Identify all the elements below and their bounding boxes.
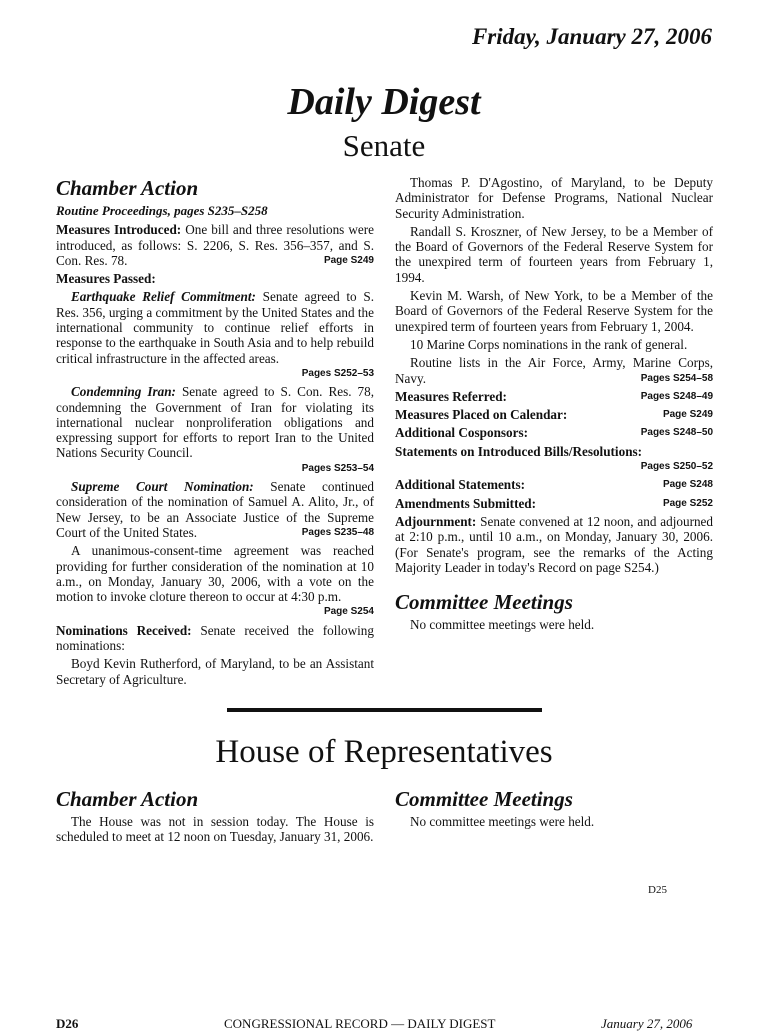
iran-text: Senate agreed to S. Con. Res. 78, condemning the Government of Iran for violating its international nuclear nonproliferation obligations and expressing support for efforts to report Iran to the United Nations Security Council. xyxy=(56,384,375,461)
earthquake-head: Earthquake Relief Commitment: xyxy=(71,289,256,305)
additional-statements-head: Additional Statements: xyxy=(395,477,526,493)
measures-referred-head: Measures Referred: xyxy=(395,388,507,404)
iran-page: Pages S253–54 xyxy=(301,462,374,474)
senate-committee-meetings-heading: Committee Meetings xyxy=(395,590,573,615)
nominations-text: Senate received the following nominations: xyxy=(56,622,374,654)
house-right-column xyxy=(395,786,713,832)
amendments-head: Amendments Submitted: xyxy=(395,495,537,511)
statements-entry xyxy=(395,444,713,475)
section-divider xyxy=(227,708,542,712)
iran-entry xyxy=(56,384,374,476)
consent-text: A unanimous-consent-time agreement was reached providing for further consideration of the nomination at 10 a.m., on Monday, January 30, 2006, with a vote on the motion to invoke cloture thereon to occur at 4:30 p.m. xyxy=(56,543,374,605)
house-committee-meetings-text: No committee meetings were held. xyxy=(410,814,595,829)
nominations-head: Nominations Received: xyxy=(56,622,192,638)
routine-lists-page: Pages S254–58 xyxy=(640,372,713,384)
routine-lists-text: Routine lists in the Air Force, Army, Marine Corps, Navy. xyxy=(395,355,713,386)
adjournment-text: Senate convened at 12 noon, and adjourned at 2:10 p.m., until 10 a.m., on Monday, January 30, 2006. (For Senate's program, see the remarks of the Acting Majority Leader in today's Record on page S254.) xyxy=(395,513,714,575)
house-left-column xyxy=(56,786,374,848)
senate-chamber-action-heading: Chamber Action xyxy=(56,176,199,200)
iran-head: Condemning Iran: xyxy=(71,384,176,400)
nominee-kroszner: Randall S. Kroszner, of New Jersey, to be a Member of the Board of Governors of the Federal Reserve System for the unexpired term of fourteen years from February 1, 1994. xyxy=(395,223,713,285)
routine-proceedings: Routine Proceedings, pages S235–S258 xyxy=(56,203,268,218)
statements-page: Pages S250–52 xyxy=(640,461,713,473)
measures-introduced xyxy=(56,222,374,268)
additional-statements-entry xyxy=(395,477,713,492)
measures-passed-head: Measures Passed: xyxy=(56,271,156,287)
routine-lists-entry xyxy=(395,355,713,386)
measures-introduced-text: One bill and three resolutions were introduced, as follows: S. 2206, S. Res. 356–357, and S. Con. Res. 78. xyxy=(56,222,374,268)
earthquake-page: Pages S252–53 xyxy=(301,367,374,379)
senate-committee-meetings-text: No committee meetings were held. xyxy=(410,617,595,633)
page-number: D25 xyxy=(648,884,667,896)
measures-calendar-entry xyxy=(395,407,713,422)
footer-page-number: D26 xyxy=(56,1016,79,1031)
earthquake-text: Senate agreed to S. Res. 356, urging a commitment by the United States and the international community to continue relief efforts in response to the earthquake in South Asia and to help rebuild critical infrastructure in the affected areas. xyxy=(56,289,374,366)
house-title: House of Representatives xyxy=(215,734,553,770)
nominee-rutherford: Boyd Kevin Rutherford, of Maryland, to be an Assistant Secretary of Agriculture. xyxy=(56,656,374,687)
measures-introduced-page: Page S249 xyxy=(323,254,374,266)
amendments-page: Page S252 xyxy=(662,497,713,509)
amendments-entry xyxy=(395,496,713,511)
adjournment-head: Adjournment: xyxy=(395,513,477,529)
nominee-dagostino: Thomas P. D'Agostino, of Maryland, to be Deputy Administrator for Defense Programs, National Nuclear Security Administration. xyxy=(395,175,713,221)
consent-page: Page S254 xyxy=(323,606,374,618)
senate-title: Senate xyxy=(342,128,426,163)
earthquake-entry xyxy=(56,289,374,381)
court-text: Senate continued consideration of the nomination of Samuel A. Alito, Jr., of New Jersey, to be an Associate Justice of the Supreme Court of the United States. xyxy=(56,479,375,540)
nominations-entry xyxy=(56,623,374,654)
nominee-warsh: Kevin M. Warsh, of New York, to be a Member of the Board of Governors of the Federal Reserve System for the unexpired term of fourteen years from February 1, 2004. xyxy=(395,288,713,334)
court-head: Supreme Court Nomination: xyxy=(71,479,254,495)
consent-entry xyxy=(56,543,374,619)
adjournment-entry xyxy=(395,514,713,575)
court-page: Pages S235–48 xyxy=(301,526,374,538)
masthead-title: Daily Digest xyxy=(287,81,481,123)
senate-left-column xyxy=(56,175,374,690)
statements-head: Statements on Introduced Bills/Resolutions: xyxy=(395,443,643,459)
additional-statements-page: Page S248 xyxy=(662,479,713,491)
house-committee-meetings-heading: Committee Meetings xyxy=(395,787,573,811)
cosponsors-page: Pages S248–50 xyxy=(640,427,713,439)
senate-right-column xyxy=(395,175,713,635)
measures-calendar-head: Measures Placed on Calendar: xyxy=(395,407,568,423)
footer-publication: CONGRESSIONAL RECORD — DAILY DIGEST xyxy=(224,1016,496,1031)
court-entry xyxy=(56,479,374,540)
measures-referred-entry xyxy=(395,389,713,404)
issue-date: Friday, January 27, 2006 xyxy=(471,24,712,49)
house-chamber-action-text: The House was not in session today. The House is scheduled to meet at 12 noon on Tuesday, January 31, 2006. xyxy=(56,814,374,845)
house-chamber-action-heading: Chamber Action xyxy=(56,787,199,811)
cosponsors-head: Additional Cosponsors: xyxy=(395,425,529,441)
measures-introduced-head: Measures Introduced: xyxy=(56,222,182,238)
measures-calendar-page: Page S249 xyxy=(662,409,713,421)
footer-date: January 27, 2006 xyxy=(601,1016,693,1031)
nominee-marine-corps: 10 Marine Corps nominations in the rank of general. xyxy=(410,336,688,352)
measures-referred-page: Pages S248–49 xyxy=(640,390,713,402)
cosponsors-entry xyxy=(395,425,713,440)
